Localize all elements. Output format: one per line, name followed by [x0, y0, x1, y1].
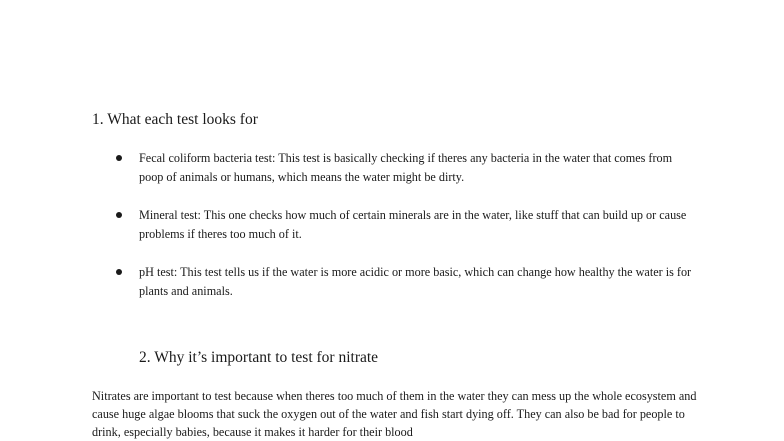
- nitrate-paragraph: Nitrates are important to test because when theres too much of them in the water they can mess up the whole ecosystem and cause huge algae blooms that suck the oxygen out of the water and fish start dying off. They can also be bad for people to drink, especially babies, because it makes it harder for their blood: [92, 389, 697, 439]
- section-heading-nitrate: 2. Why it’s important to test for nitrate: [139, 349, 379, 366]
- bullet-item-fecal-coliform: [0, 149, 784, 186]
- bullet-text: Mineral test: This one checks how much of certain minerals are in the water, like stuff that can build up or cause problems if theres too much of it.: [139, 208, 687, 241]
- bullet-dot-icon: [116, 269, 122, 275]
- bullet-dot-icon: [116, 155, 122, 161]
- section-heading-tests: 1. What each test looks for: [92, 111, 258, 128]
- bullet-item-ph: [0, 263, 784, 300]
- bullet-text: Fecal coliform bacteria test: This test is basically checking if theres any bacteria in the water that comes from poop of animals or humans, which means the water might be dirty.: [139, 151, 673, 184]
- bullet-item-mineral: [0, 206, 784, 243]
- test-bullet-list: [0, 149, 784, 320]
- bullet-dot-icon: [116, 212, 122, 218]
- bullet-text: pH test: This test tells us if the water is more acidic or more basic, which can change how healthy the water is for plants and animals.: [139, 265, 692, 298]
